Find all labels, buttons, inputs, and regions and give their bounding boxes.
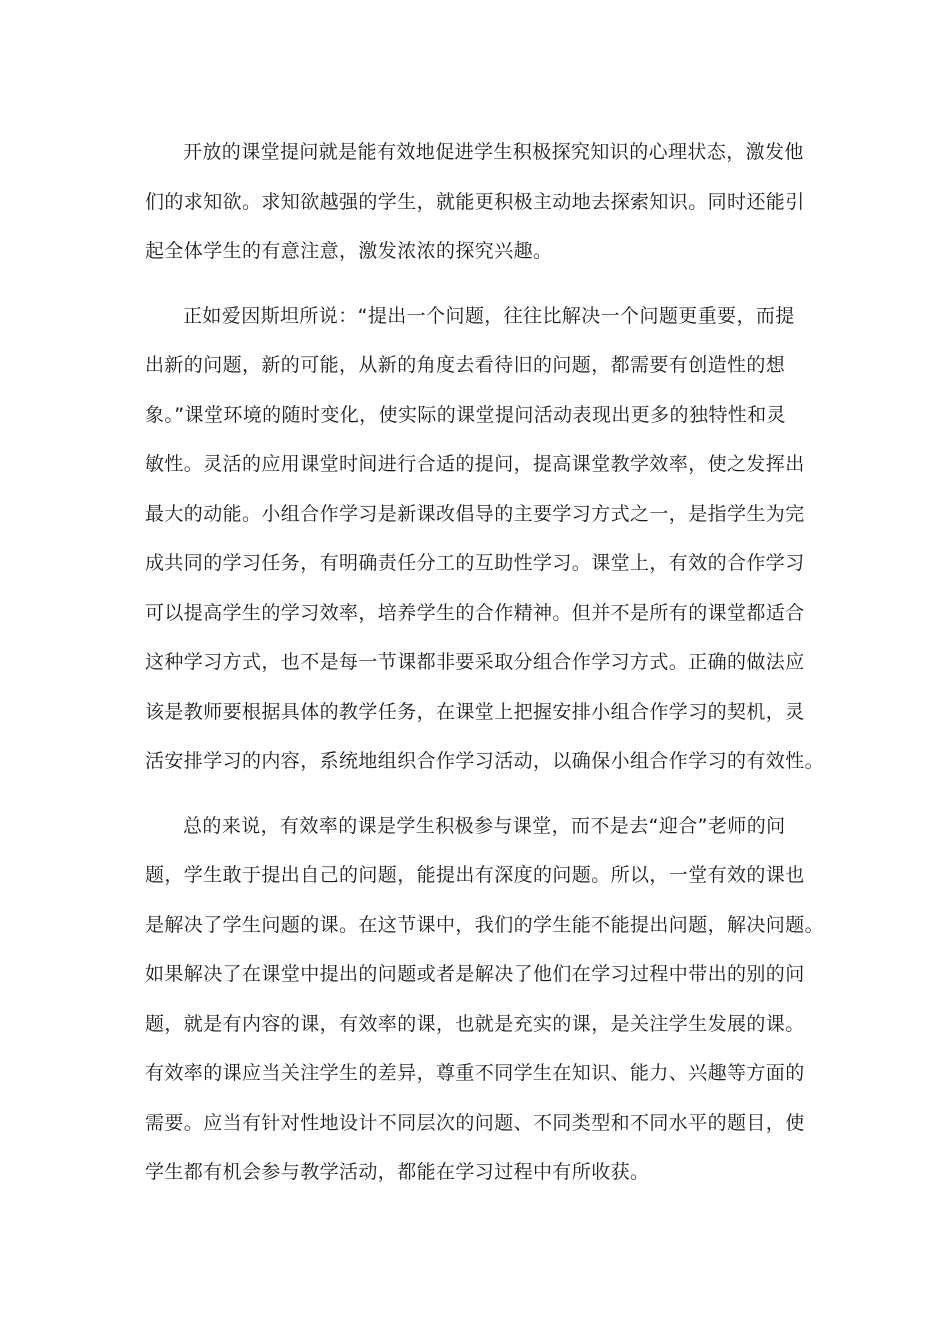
text-line: 敏性。灵活的应用课堂时间进行合适的提问，提高课堂教学效率，使之发挥出 (145, 453, 805, 475)
text-line: 起全体学生的有意注意，激发浓浓的探究兴趣。 (145, 240, 553, 262)
text-line: 总的来说，有效率的课是学生积极参与课堂，而不是去“迎合”老师的问 (183, 814, 786, 837)
paragraph-2 (145, 292, 825, 787)
text-line: 开放的课堂提问就是能有效地促进学生积极探究知识的心理状态，激发他 (183, 141, 804, 163)
text-line: 们的求知欲。求知欲越强的学生，就能更积极主动地去探索知识。同时还能引 (145, 190, 805, 213)
text-line: 需要。应当有针对性地设计不同层次的问题、不同类型和不同水平的题目，使 (145, 1111, 805, 1134)
text-line: 该是教师要根据具体的教学任务，在课堂上把握安排小组合作学习的契机，灵 (145, 700, 805, 723)
text-line: 成共同的学习任务，有明确责任分工的互助性学习。课堂上，有效的合作学习 (145, 552, 805, 574)
text-line: 这种学习方式，也不是每一节课都非要采取分组合作学习方式。正确的做法应 (145, 651, 805, 673)
document-body (145, 128, 825, 1213)
text-line: 题，就是有内容的课，有效率的课，也就是充实的课，是关注学生发展的课。 (145, 1012, 805, 1035)
text-line: 如果解决了在课堂中提出的问题或者是解决了他们在学习过程中带出的别的问 (145, 963, 805, 985)
paragraph-3 (145, 802, 825, 1198)
text-line: 活安排学习的内容，系统地组织合作学习活动，以确保小组合作学习的有效性。 (145, 750, 825, 772)
text-line: 可以提高学生的学习效率，培养学生的合作精神。但并不是所有的课堂都适合 (145, 601, 805, 624)
text-line: 象。”课堂环境的随时变化，使实际的课堂提问活动表现出更多的独特性和灵 (145, 403, 786, 426)
text-line: 题，学生敢于提出自己的问题，能提出有深度的问题。所以，一堂有效的课也 (145, 864, 805, 886)
text-line: 出新的问题，新的可能，从新的角度去看待旧的问题，都需要有创造性的想 (145, 354, 786, 376)
text-line: 是解决了学生问题的课。在这节课中，我们的学生能不能提出问题，解决问题。 (145, 913, 825, 936)
paragraph-1 (145, 128, 803, 277)
text-line: 学生都有机会参与教学活动，都能在学习过程中有所收获。 (145, 1161, 650, 1183)
text-line: 正如爱因斯坦所说：“提出一个问题，往往比解决一个问题更重要，而提 (183, 304, 795, 327)
text-line: 有效率的课应当关注学生的差异，尊重不同学生在知识、能力、兴趣等方面的 (145, 1062, 805, 1084)
text-line: 最大的动能。小组合作学习是新课改倡导的主要学习方式之一，是指学生为完 (145, 502, 805, 525)
